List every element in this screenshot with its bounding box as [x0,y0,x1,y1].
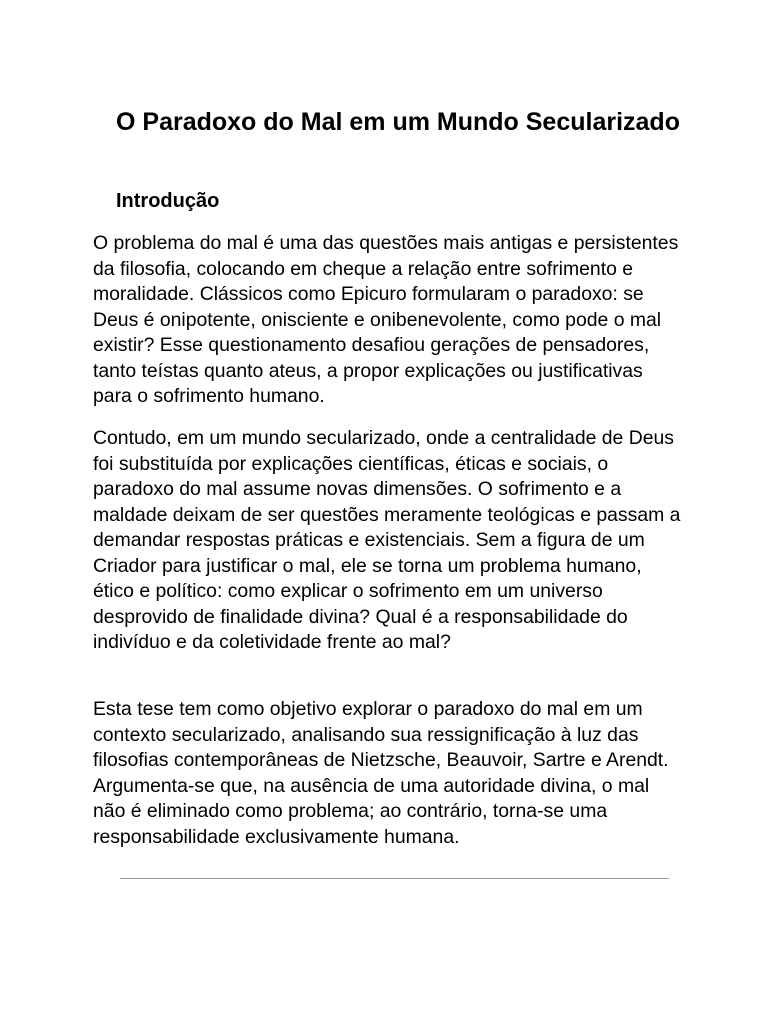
horizontal-divider [120,878,669,879]
paragraph-3: Esta tese tem como objetivo explorar o paradoxo do mal em um contexto secularizado, analisando sua ressignificação à luz das filosofias contemporâneas de Nietzsche, Beauvoir, Sartre e Arendt. Argumenta-se que, na ausência de uma autoridade divina, o mal não é eliminado como problema; ao contrário, torna-se uma responsabilidade exclusivamente humana. [93,698,669,848]
section-heading-introducao: Introdução [116,190,220,212]
paragraph-2: Contudo, em um mundo secularizado, onde a centralidade de Deus foi substituída por explicações científicas, éticas e sociais, o paradoxo do mal assume novas dimensões. O sofrimento e a maldade deixam de ser questões meramente teológicas e passam a demandar respostas práticas e existenciais. Sem a figura de um Criador para justificar o mal, ele se torna um problema humano, ético e político: como explicar o sofrimento em um universo desprovido de finalidade divina? Qual é a responsabilidade do indivíduo e da coletividade frente ao mal? [93,427,681,653]
paragraph-1: O problema do mal é uma das questões mais antigas e persistentes da filosofia, colocando em cheque a relação entre sofrimento e moralidade. Clássicos como Epicuro formularam o paradoxo: se Deus é onipotente, onisciente e onibenevolente, como pode o mal existir? Esse questionamento desafiou gerações de pensadores, tanto teístas quanto ateus, a propor explicações ou justificativas para o sofrimento humano. [93,232,679,407]
document-title: O Paradoxo do Mal em um Mundo Secularizado [116,108,680,136]
